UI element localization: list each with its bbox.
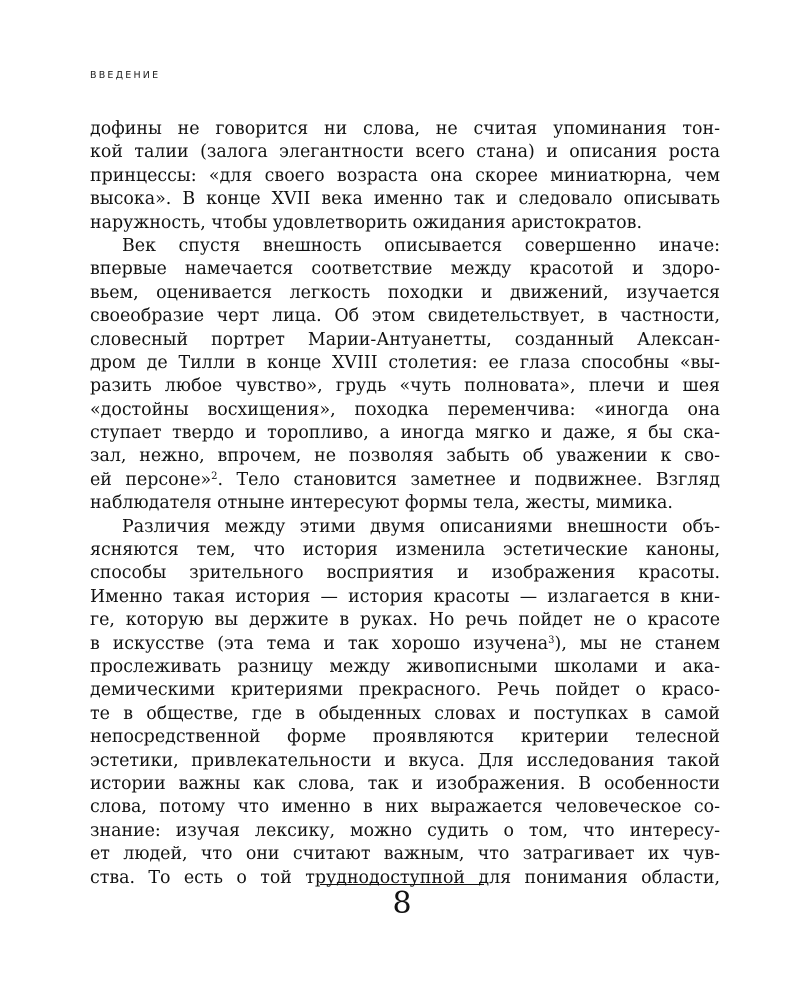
text-fragment: ей персоне» [90, 469, 212, 490]
text-line: эстетики, привлекательности и вкуса. Для исследования такой [90, 750, 720, 771]
text-line: те в обществе, где в обыденных словах и поступках в самой [90, 703, 720, 724]
text-line: истории важны как слова, так и изображения. В особенности [90, 773, 720, 794]
text-line: дром де Тилли в конце XVIII столетия: ее глаза способны «вы- [90, 352, 720, 373]
text-line: ства. То есть о той труднодоступной для понимания области, [90, 867, 720, 888]
text-line: Различия между этими двумя описаниями внешности объ- [122, 516, 720, 537]
text-line: «достойны восхищения», походка переменчива: «иногда она [90, 399, 720, 420]
page-number: 8 [392, 886, 412, 921]
text-line: ступает твердо и торопливо, а иногда мягко и даже, я бы ска- [90, 423, 720, 444]
text-line: демическими критериями прекрасного. Речь пойдет о красо- [90, 680, 720, 701]
text-line: кой талии (залога элегантности всего стана) и описания роста [90, 142, 720, 163]
text-line: принцессы: «для своего возраста она скорее миниатюрна, чем [90, 165, 720, 186]
text-line [90, 633, 720, 656]
text-line: знание: изучая лексику, можно судить о том, что интересу- [90, 820, 720, 841]
text-line: своеобразие черт лица. Об этом свидетельствует, в частности, [90, 306, 720, 327]
text-line: наблюдателя отныне интересуют формы тела, жесты, мимика. [90, 493, 673, 514]
running-head: ВВЕДЕНИЕ [90, 70, 161, 81]
text-line: непосредственной форме проявляются критерии телесной [90, 727, 720, 748]
text-line: ге, которую вы держите в руках. Но речь пойдет не о красоте [90, 610, 720, 631]
text-fragment: ), мы не станем [554, 633, 720, 654]
text-line: вьем, оценивается легкость походки и движений, изучается [90, 282, 720, 303]
text-line: слова, потому что именно в них выражается человеческое со- [90, 797, 720, 818]
text-line: способы зрительного восприятия и изображения красоты. [90, 563, 720, 584]
footnote-ref: 3 [548, 634, 555, 646]
text-line: ясняются тем, что история изменила эстетические каноны, [90, 540, 720, 561]
text-line: наружность, чтобы удовлетворить ожидания аристократов. [90, 212, 642, 233]
text-line: дофины не говорится ни слова, не считая упоминания тон- [90, 119, 720, 139]
text-fragment: в искусстве (эта тема и так хорошо изучена [90, 633, 549, 654]
text-line: зал, нежно, впрочем, не позволяя забыть об уважении к сво- [90, 446, 720, 467]
text-line: словесный портрет Марии-Антуанетты, созданный Алексан- [90, 329, 720, 350]
text-line [90, 469, 720, 492]
text-line: Век спустя внешность описывается совершенно иначе: [122, 235, 720, 256]
text-line: ет людей, что они считают важным, что затрагивает их чув- [90, 844, 720, 865]
text-line: высока». В конце XVII века именно так и следовало описывать [90, 189, 720, 210]
text-line: разить любое чувство», грудь «чуть полновата», плечи и шея [90, 376, 720, 397]
text-fragment: . Тело становится заметнее и подвижнее. Взгляд [217, 469, 720, 490]
text-line: прослеживать разницу между живописными школами и ака- [90, 656, 720, 677]
body-text [90, 118, 720, 890]
text-line: впервые намечается соответствие между красотой и здоро- [90, 259, 720, 280]
text-line: Именно такая история — история красоты — излагается в кни- [90, 586, 720, 607]
footnote-ref: 2 [211, 470, 218, 482]
